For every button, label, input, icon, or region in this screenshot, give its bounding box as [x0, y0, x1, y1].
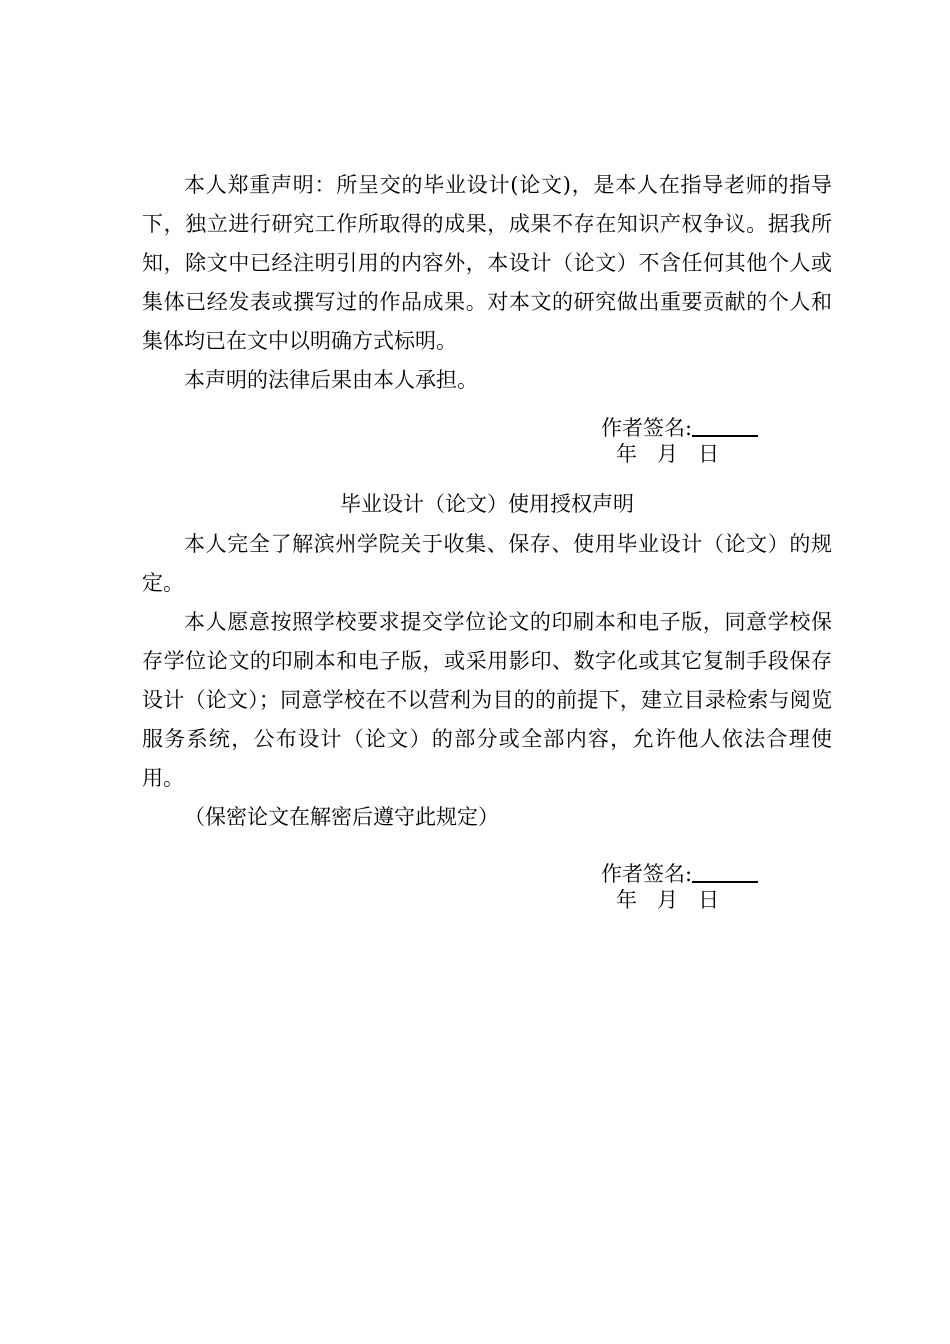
signature-blank: [692, 415, 758, 437]
authorization-paragraph: 本人完全了解滨州学院关于收集、保存、使用毕业设计（论文）的规定。: [142, 532, 832, 595]
document-page: [142, 166, 832, 913]
date-month-label: 月: [657, 442, 679, 466]
authorization-paragraph: （保密论文在解密后遵守此规定）: [184, 805, 499, 829]
authorization-declaration: [142, 489, 832, 913]
signature-label: 作者签名:: [601, 862, 693, 886]
declaration-paragraph: 本声明的法律后果由本人承担。: [184, 368, 478, 392]
date-day-label: 日: [698, 442, 720, 466]
authorization-paragraph: 本人愿意按照学校要求提交学位论文的印刷本和电子版，同意学校保存学位论文的印刷本和电子版，或采用影印、数字化或其它复制手段保存设计（论文）；同意学校在不以营利为目的的前提下，建立目录检索与阅览服务系统，公布设计（论文）的部分或全部内容，允许他人依法合理使用。: [142, 610, 832, 790]
date-year-label: 年: [616, 888, 637, 912]
signature-block: [142, 861, 832, 913]
signature-label: 作者签名:: [601, 416, 693, 440]
signature-line: [601, 861, 758, 887]
date-line: [616, 887, 719, 913]
section-title: 毕业设计（论文）使用授权声明: [340, 492, 634, 516]
declaration-paragraph: 本人郑重声明：所呈交的毕业设计(论文)，是本人在指导老师的指导下，独立进行研究工作所取得的成果，成果不存在知识产权争议。据我所知，除文中已经注明引用的内容外，本设计（论文）不含任何其他个人或集体已经发表或撰写过的作品成果。对本文的研究做出重要贡献的个人和集体均已在文中以明确方式标明。: [142, 173, 832, 353]
date-line: [616, 441, 719, 467]
date-year-label: 年: [616, 442, 637, 466]
originality-declaration: [142, 166, 832, 467]
signature-line: [601, 415, 758, 441]
date-day-label: 日: [698, 888, 720, 912]
date-month-label: 月: [657, 888, 679, 912]
signature-block: [142, 415, 832, 467]
signature-blank: [692, 861, 758, 883]
